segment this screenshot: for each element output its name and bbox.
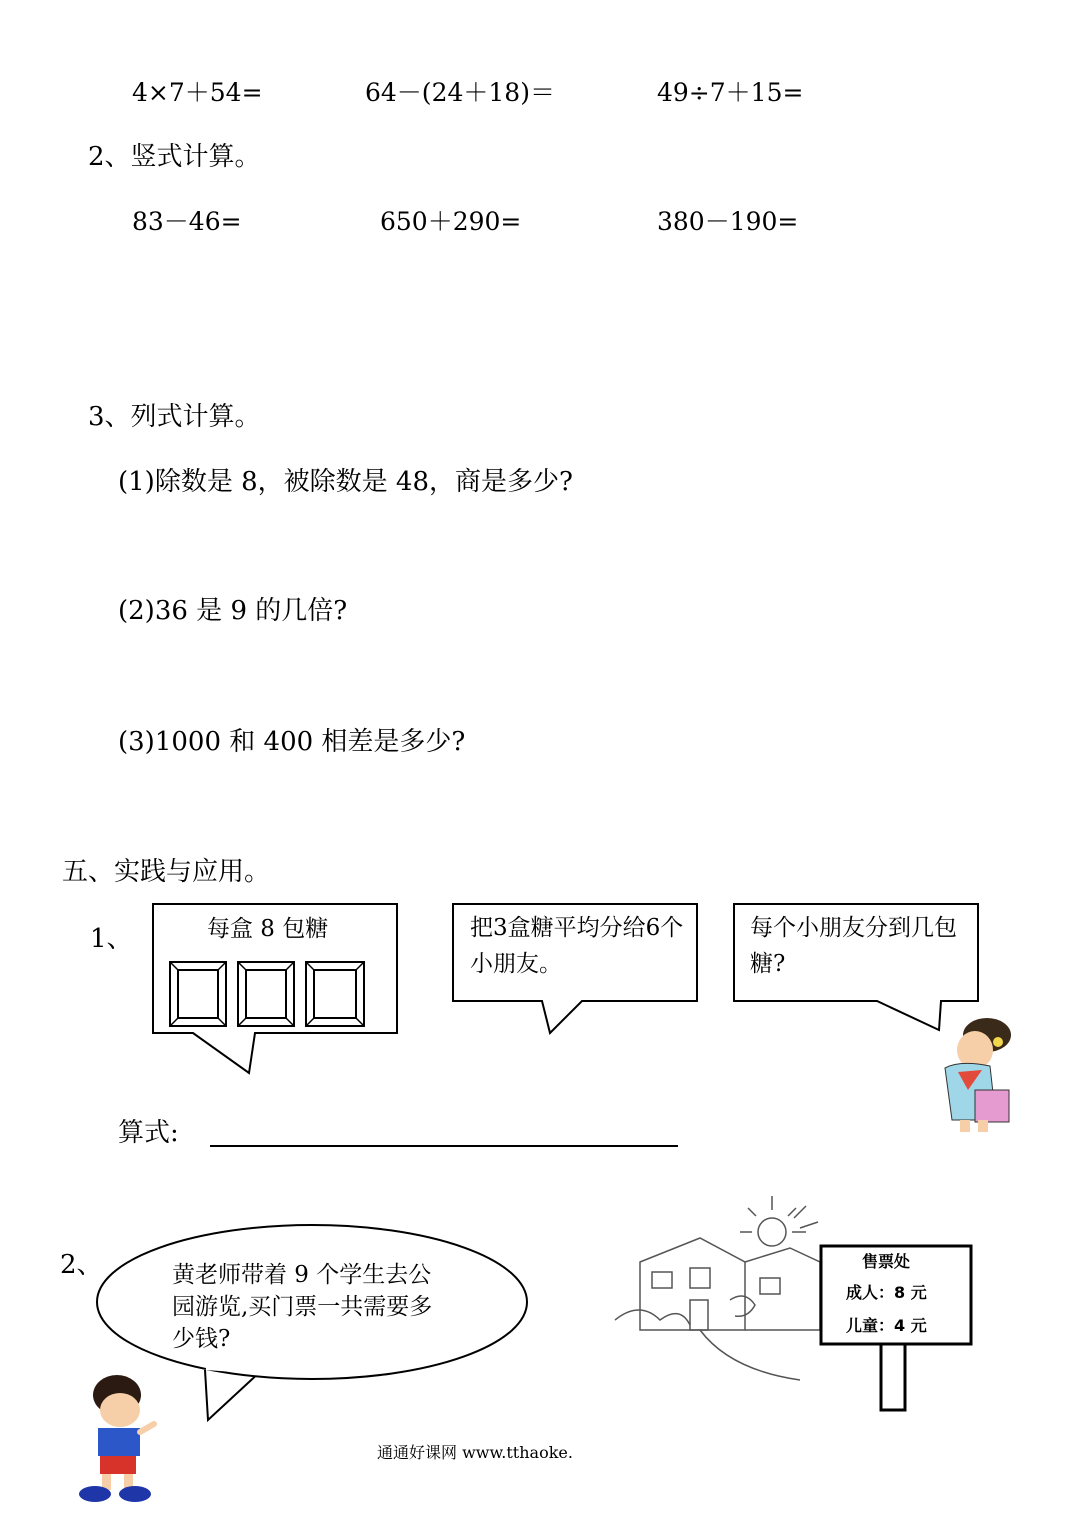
candy-box-title: 每盒 8 包糖	[207, 916, 329, 942]
vertical-expr-2: 650＋290=	[380, 207, 522, 236]
problem2-number: 2、	[60, 1250, 103, 1280]
boy-illustration	[79, 1375, 154, 1502]
q2-title: 2、竖式计算。	[88, 142, 261, 172]
section5-title: 五、实践与应用。	[62, 857, 271, 887]
vertical-expr-3: 380－190=	[657, 207, 799, 236]
q3-item-2: (2)36 是 9 的几倍?	[118, 596, 348, 626]
sign-title: 售票处	[862, 1252, 911, 1271]
teacher-question: 黄老师带着 9 个学生去公园游览,买门票一共需要多少钱?	[172, 1262, 433, 1352]
expr-3: 49÷7＋15=	[657, 78, 804, 107]
sign-adult-price: 成人：8 元	[846, 1283, 927, 1302]
share-text: 把3盒糖平均分给6个小朋友。	[470, 915, 684, 977]
formula-label: 算式:	[118, 1118, 179, 1148]
expr-2: 64－(24＋18)＝	[365, 78, 555, 107]
q3-item-1: (1)除数是 8，被除数是 48，商是多少?	[118, 467, 573, 497]
girl-illustration	[945, 1018, 1011, 1132]
vertical-expr-1: 83－46=	[132, 207, 242, 236]
footer-watermark: 通通好课网 www.tthaoke.	[377, 1443, 573, 1462]
expr-1: 4×7＋54=	[132, 78, 263, 107]
sign-child-price: 儿童：4 元	[846, 1316, 927, 1335]
problem1-number: 1、	[90, 924, 133, 954]
q3-title: 3、列式计算。	[88, 402, 261, 432]
question-text: 每个小朋友分到几包糖?	[750, 915, 957, 977]
q3-item-3: (3)1000 和 400 相差是多少?	[118, 727, 466, 757]
park-house-sketch	[615, 1196, 820, 1380]
